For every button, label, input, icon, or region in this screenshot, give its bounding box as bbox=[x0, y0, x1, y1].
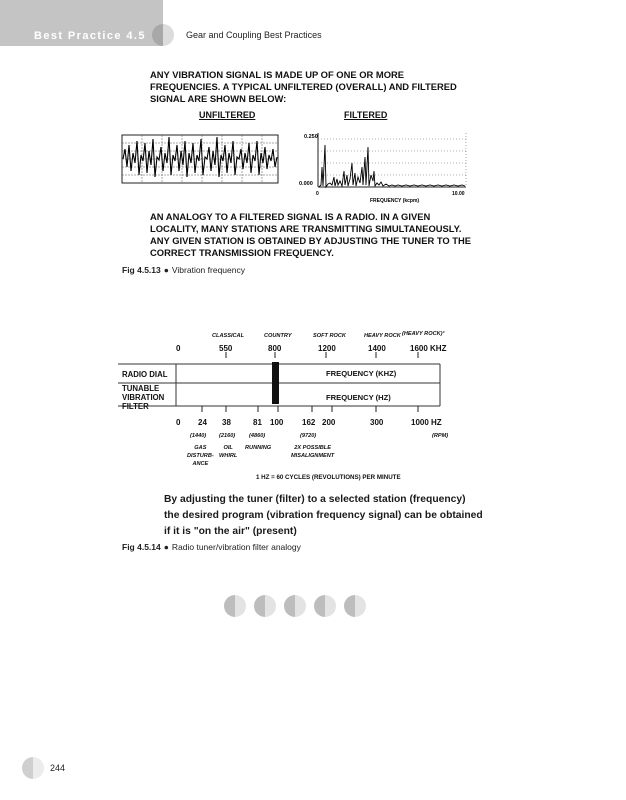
radio-tick-label: 550 bbox=[219, 344, 233, 353]
rpm-value: (1440) bbox=[190, 433, 207, 439]
fig14-caption bbox=[122, 542, 301, 552]
fig13-intro-line: SIGNAL ARE SHOWN BELOW: bbox=[150, 93, 287, 104]
hz-tick-label: 300 bbox=[370, 418, 384, 427]
radio-tick-label: 1200 bbox=[318, 344, 336, 353]
hz-tick-label: 100 bbox=[270, 418, 284, 427]
filtered-x-title: FREQUENCY (kcpm) bbox=[370, 198, 420, 204]
hz-tick-label: 0 bbox=[176, 418, 181, 427]
radio-dial-label: RADIO DIAL bbox=[122, 370, 168, 379]
khz-frequency-label: FREQUENCY (KHZ) bbox=[326, 369, 397, 378]
filtered-x-left-label: 0 bbox=[316, 191, 319, 197]
fig13-caption-text: Vibration frequency bbox=[171, 265, 245, 275]
cause-line: 2X POSSIBLE bbox=[294, 445, 331, 451]
cause-line: DISTURB- bbox=[187, 453, 214, 459]
rpm-value: (2160) bbox=[219, 433, 236, 439]
footer-circle-decoration bbox=[22, 757, 44, 779]
hz-tick-label: 38 bbox=[222, 418, 231, 427]
filtered-y-top-label: 0.250 bbox=[304, 134, 318, 140]
analogy-line: ANY GIVEN STATION IS OBTAINED BY ADJUSTING THE TUNER TO THE bbox=[150, 235, 472, 246]
caption-bullet-icon: ● bbox=[163, 542, 169, 552]
radio-dial-tick-marks bbox=[226, 352, 418, 358]
cause-line: WHIRL bbox=[219, 453, 238, 459]
analogy-line: CORRECT TRANSMISSION FREQUENCY. bbox=[150, 247, 334, 258]
header-section-label: Best Practice 4.5 bbox=[34, 30, 146, 42]
summary-line: the desired program (vibration frequency signal) can be obtained bbox=[164, 510, 483, 521]
decorative-circle bbox=[314, 595, 336, 617]
summary-line: By adjusting the tuner (filter) to a selected station (frequency) bbox=[164, 494, 466, 505]
tunable-filter-label bbox=[122, 384, 164, 411]
hz-tick-label: 24 bbox=[198, 418, 207, 427]
filtered-label: FILTERED bbox=[344, 110, 388, 120]
filtered-gridlines bbox=[318, 133, 466, 187]
radio-tick-label: 1400 bbox=[368, 344, 386, 353]
radio-tick-label: 1600 KHZ bbox=[410, 344, 447, 353]
hz-tick-label: 200 bbox=[322, 418, 336, 427]
cause-line: ANCE bbox=[192, 461, 209, 467]
filtered-spectrum-graph bbox=[294, 127, 474, 205]
hz-tick-label: 1000 HZ bbox=[411, 418, 442, 427]
rpm-value: (9720) bbox=[300, 433, 317, 439]
cause-running bbox=[245, 444, 271, 452]
caption-bullet-icon: ● bbox=[163, 265, 169, 275]
genre-label: SOFT ROCK bbox=[313, 333, 346, 339]
cause-gas-disturbance bbox=[187, 444, 214, 468]
cause-line: RUNNING bbox=[245, 445, 272, 451]
rpm-value: (RPM) bbox=[432, 433, 449, 439]
decorative-circle bbox=[344, 595, 366, 617]
tuner-dial-diagram bbox=[118, 352, 448, 422]
decorative-circle bbox=[254, 595, 276, 617]
fig13-intro-line: ANY VIBRATION SIGNAL IS MADE UP OF ONE OR MORE bbox=[150, 69, 405, 80]
unfiltered-label: UNFILTERED bbox=[199, 110, 256, 120]
unfiltered-waveform-graph bbox=[120, 127, 282, 189]
genre-label: CLASSICAL bbox=[212, 333, 245, 339]
cause-oil-whirl bbox=[219, 444, 237, 460]
header-chapter-title: Gear and Coupling Best Practices bbox=[186, 30, 322, 40]
fig14-caption-text: Radio tuner/vibration filter analogy bbox=[171, 542, 301, 552]
filtered-y-bottom-label: 0.000 bbox=[299, 181, 313, 187]
cause-misalignment bbox=[291, 444, 334, 460]
decorative-circle bbox=[284, 595, 306, 617]
fig13-caption bbox=[122, 265, 245, 275]
radio-tick-label: 800 bbox=[268, 344, 282, 353]
genre-label: HEAVY ROCK bbox=[364, 333, 401, 339]
filter-label-line: FILTER bbox=[122, 402, 149, 411]
tuner-needle bbox=[272, 362, 279, 404]
rpm-value: (4860) bbox=[249, 433, 266, 439]
filter-label-line: TUNABLE bbox=[122, 384, 160, 393]
filter-label-line: VIBRATION bbox=[122, 393, 165, 402]
hz-tick-label: 81 bbox=[253, 418, 262, 427]
fig14-caption-number: Fig 4.5.14 bbox=[122, 542, 161, 552]
filtered-x-right-label: 10.00 bbox=[452, 191, 465, 197]
genre-label: (HEAVY ROCK)³ bbox=[402, 331, 445, 337]
summary-line: if it is "on the air" (present) bbox=[164, 526, 297, 537]
hz-frequency-label: FREQUENCY (HZ) bbox=[326, 393, 391, 402]
cause-line: GAS bbox=[194, 445, 207, 451]
hz-conversion-note: 1 HZ = 60 CYCLES (REVOLUTIONS) PER MINUTE bbox=[256, 474, 401, 481]
cause-line: MISALIGNMENT bbox=[291, 453, 335, 459]
fig13-analogy-text bbox=[150, 211, 471, 259]
fig13-intro-text bbox=[150, 69, 457, 105]
page-number: 244 bbox=[50, 763, 66, 773]
analogy-line: AN ANALOGY TO A FILTERED SIGNAL IS A RADIO. IN A GIVEN bbox=[150, 211, 431, 222]
header-circle-decoration bbox=[152, 24, 174, 46]
analogy-line: LOCALITY, MANY STATIONS ARE TRANSMITTING SIMULTANEOUSLY. bbox=[150, 223, 462, 234]
decorative-circle bbox=[224, 595, 246, 617]
hz-tick-marks bbox=[202, 406, 418, 412]
filtered-spectrum-trace bbox=[319, 145, 465, 187]
cause-line: OIL bbox=[223, 445, 233, 451]
genre-label: COUNTRY bbox=[264, 333, 292, 339]
radio-tick-label: 0 bbox=[176, 344, 181, 353]
fig13-intro-line: FREQUENCIES. A TYPICAL UNFILTERED (OVERALL) AND FILTERED bbox=[150, 81, 457, 92]
header-section-tab bbox=[0, 0, 163, 46]
fig13-caption-number: Fig 4.5.13 bbox=[122, 265, 161, 275]
tuner-summary-text bbox=[164, 492, 494, 540]
hz-tick-label: 162 bbox=[302, 418, 316, 427]
